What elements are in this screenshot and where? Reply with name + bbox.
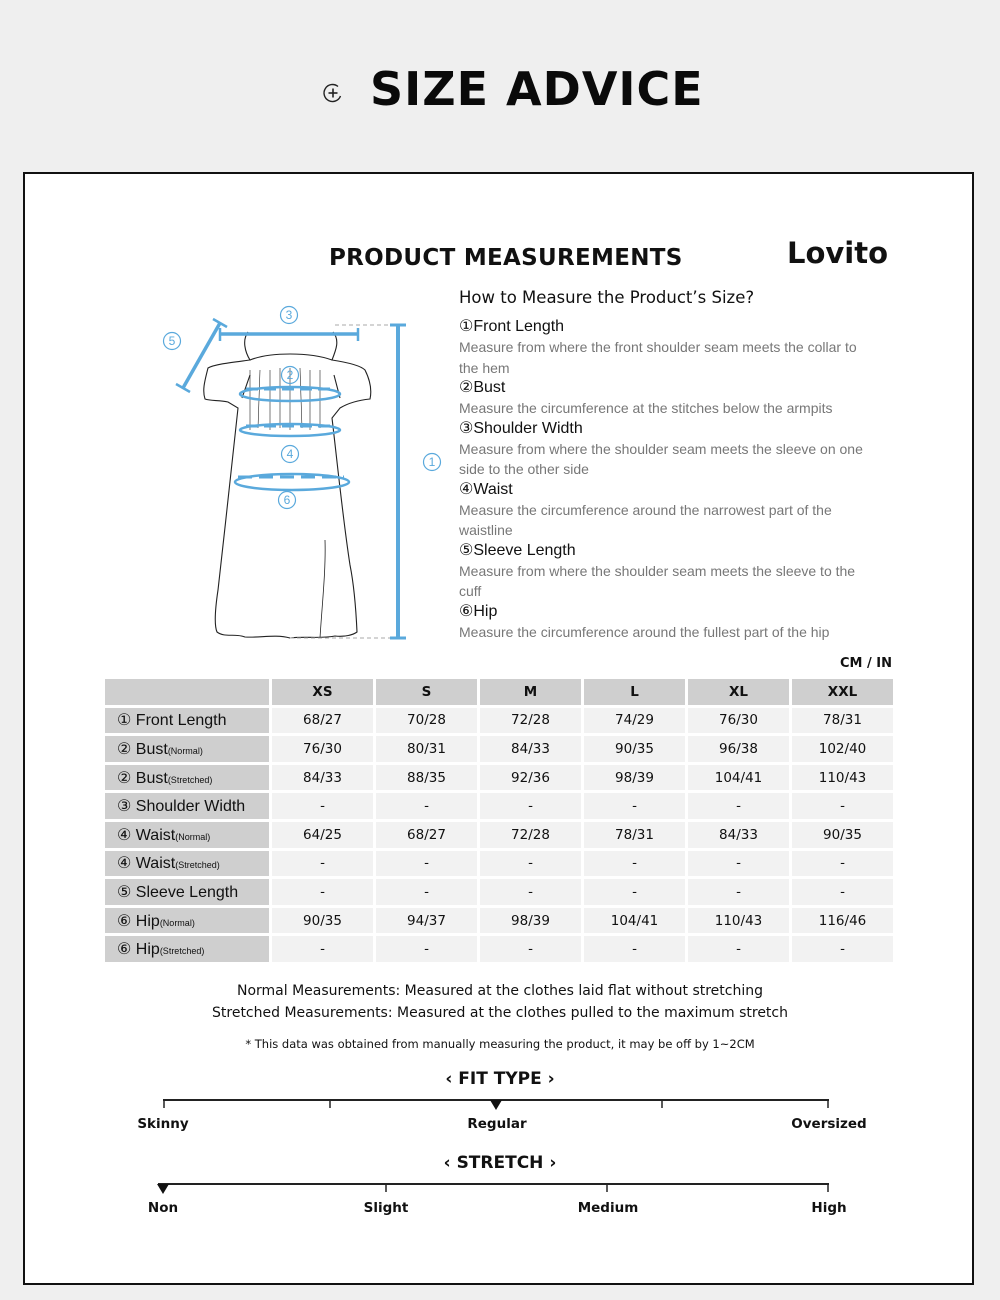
table-cell: 76/30 xyxy=(272,736,373,762)
guide-desc-bust: Measure the circumference at the stitches below the armpits xyxy=(459,400,833,416)
fit-type-marker-icon xyxy=(490,1100,502,1110)
row-number: ① xyxy=(117,712,132,730)
table-cell: 84/33 xyxy=(272,765,373,791)
fit-label-regular: Regular xyxy=(467,1116,527,1132)
guide-heading-waist: ④Waist xyxy=(459,480,513,498)
table-row xyxy=(105,736,893,762)
row-number: ④ xyxy=(117,855,132,873)
guide-desc-sleeve: Measure from where the shoulder seam meets the sleeve to the cuff xyxy=(459,562,856,599)
table-cell: - xyxy=(688,936,789,962)
table-cell: 64/25 xyxy=(272,822,373,848)
table-cell: 84/33 xyxy=(480,736,581,762)
guide-heading-bust: ②Bust xyxy=(459,379,506,396)
measurement-guide xyxy=(459,317,869,642)
table-cell: - xyxy=(480,793,581,819)
table-cell: - xyxy=(376,879,477,905)
row-name: Waist xyxy=(135,826,176,844)
table-cell: - xyxy=(272,879,373,905)
table-cell: - xyxy=(376,851,477,877)
row-label xyxy=(105,879,269,905)
table-cell: - xyxy=(792,793,893,819)
size-header: S xyxy=(376,679,477,705)
svg-text:3: 3 xyxy=(285,308,293,322)
table-cell: 104/41 xyxy=(584,908,685,934)
size-header: XL xyxy=(688,679,789,705)
brand-logo: Lovito xyxy=(787,236,889,270)
table-cell: 74/29 xyxy=(584,708,685,734)
table-row xyxy=(105,765,893,791)
row-number: ⑤ xyxy=(117,883,132,901)
table-cell: - xyxy=(272,936,373,962)
table-cell: - xyxy=(792,879,893,905)
size-table xyxy=(102,676,896,965)
row-name: Waist xyxy=(135,855,176,873)
table-cell: - xyxy=(480,879,581,905)
fit-label-oversized: Oversized xyxy=(791,1116,867,1132)
row-name: Shoulder Width xyxy=(135,798,246,816)
fit-type-title: ‹ FIT TYPE › xyxy=(445,1069,555,1089)
svg-text:6: 6 xyxy=(283,493,291,507)
row-label xyxy=(105,736,269,762)
table-row xyxy=(105,793,893,819)
table-cell: - xyxy=(376,793,477,819)
row-label xyxy=(105,765,269,791)
table-cell: 68/27 xyxy=(376,822,477,848)
table-cell: 110/43 xyxy=(792,765,893,791)
table-row xyxy=(105,908,893,934)
row-qualifier: (Normal) xyxy=(175,831,211,842)
table-cell: 94/37 xyxy=(376,908,477,934)
circle-plus-icon xyxy=(322,82,342,102)
guide-desc-hip: Measure the circumference around the fullest part of the hip xyxy=(459,623,830,640)
table-cell: 90/35 xyxy=(584,736,685,762)
table-cell: - xyxy=(792,851,893,877)
table-header-row xyxy=(105,679,893,705)
row-number: ⑥ xyxy=(117,912,132,930)
table-cell: 76/30 xyxy=(688,708,789,734)
row-qualifier: (Stretched) xyxy=(167,774,213,785)
row-qualifier: (Normal) xyxy=(159,917,195,928)
row-name: Hip xyxy=(135,941,160,959)
row-qualifier: (Stretched) xyxy=(159,946,205,957)
table-cell: 88/35 xyxy=(376,765,477,791)
table-cell: - xyxy=(584,793,685,819)
table-row xyxy=(105,851,893,877)
fit-label-skinny: Skinny xyxy=(137,1116,189,1132)
size-header: M xyxy=(480,679,581,705)
row-number: ④ xyxy=(117,826,132,844)
table-cell: 98/39 xyxy=(584,765,685,791)
banner-title: SIZE ADVICE xyxy=(370,62,704,116)
note-disclaimer: * This data was obtained from manually measuring the product, it may be off by 1~2CM xyxy=(245,1037,755,1051)
table-cell: 70/28 xyxy=(376,708,477,734)
table-row xyxy=(105,708,893,734)
note-normal: Normal Measurements: Measured at the clothes laid flat without stretching xyxy=(237,983,763,999)
table-cell: - xyxy=(480,936,581,962)
stretch-label-non: Non xyxy=(147,1200,179,1216)
table-cell: 78/31 xyxy=(584,822,685,848)
stretch-label-medium: Medium xyxy=(577,1200,639,1216)
stretch-label-high: High xyxy=(811,1200,847,1216)
row-label xyxy=(105,793,269,819)
svg-text:1: 1 xyxy=(428,455,436,469)
table-cell: - xyxy=(272,793,373,819)
table-cell: - xyxy=(688,793,789,819)
table-cell: 104/41 xyxy=(688,765,789,791)
table-cell: 90/35 xyxy=(792,822,893,848)
section-title: PRODUCT MEASUREMENTS xyxy=(329,245,683,271)
table-corner xyxy=(105,679,269,705)
table-cell: 72/28 xyxy=(480,708,581,734)
table-row xyxy=(105,879,893,905)
row-name: Bust xyxy=(135,769,168,787)
row-number: ③ xyxy=(117,798,132,816)
fit-type-scale xyxy=(163,1099,829,1109)
svg-text:5: 5 xyxy=(168,334,176,348)
table-cell: - xyxy=(792,936,893,962)
table-cell: 80/31 xyxy=(376,736,477,762)
row-name: Sleeve Length xyxy=(135,883,239,901)
guide-desc-front-length: Measure from where the front shoulder seam meets the collar to the hem xyxy=(459,339,857,376)
stretch-scale xyxy=(163,1183,829,1193)
table-cell: - xyxy=(688,851,789,877)
table-cell: 98/39 xyxy=(480,908,581,934)
table-row xyxy=(105,822,893,848)
svg-text:4: 4 xyxy=(286,447,294,461)
table-cell: - xyxy=(688,879,789,905)
row-qualifier: (Stretched) xyxy=(175,860,220,871)
row-name: Front Length xyxy=(135,712,227,730)
table-cell: 90/35 xyxy=(272,908,373,934)
svg-text:2: 2 xyxy=(286,368,294,382)
table-cell: - xyxy=(480,851,581,877)
row-label xyxy=(105,908,269,934)
dress-illustration xyxy=(150,300,450,645)
table-cell: 92/36 xyxy=(480,765,581,791)
guide-title: How to Measure the Product’s Size? xyxy=(459,288,755,307)
table-cell: - xyxy=(584,879,685,905)
guide-heading-shoulder: ③Shoulder Width xyxy=(459,419,583,437)
row-label xyxy=(105,936,269,962)
guide-desc-waist: Measure the circumference around the narrowest part of the waistline xyxy=(459,501,832,538)
row-label xyxy=(105,822,269,848)
table-cell: - xyxy=(584,936,685,962)
guide-heading-sleeve: ⑤Sleeve Length xyxy=(459,541,576,559)
row-number: ② xyxy=(117,769,132,787)
table-cell: 78/31 xyxy=(792,708,893,734)
note-stretched: Stretched Measurements: Measured at the clothes pulled to the maximum stretch xyxy=(212,1005,788,1021)
row-name: Hip xyxy=(135,912,160,930)
row-name: Bust xyxy=(135,740,168,758)
table-cell: 72/28 xyxy=(480,822,581,848)
table-cell: - xyxy=(584,851,685,877)
size-header: XXL xyxy=(792,679,893,705)
row-number: ② xyxy=(117,740,132,758)
table-cell: 102/40 xyxy=(792,736,893,762)
table-cell: 110/43 xyxy=(688,908,789,934)
row-number: ⑥ xyxy=(117,941,132,959)
table-cell: 96/38 xyxy=(688,736,789,762)
guide-heading-hip: ⑥Hip xyxy=(459,602,498,620)
row-label xyxy=(105,851,269,877)
unit-label: CM / IN xyxy=(840,656,892,671)
guide-heading-front-length: ①Front Length xyxy=(459,318,565,335)
row-label xyxy=(105,708,269,734)
table-cell: 116/46 xyxy=(792,908,893,934)
table-cell: - xyxy=(272,851,373,877)
stretch-title: ‹ STRETCH › xyxy=(443,1153,557,1173)
guide-desc-shoulder: Measure from where the shoulder seam meets the sleeve on one side to the other side xyxy=(459,440,863,477)
table-cell: 84/33 xyxy=(688,822,789,848)
size-header: L xyxy=(584,679,685,705)
stretch-label-slight: Slight xyxy=(363,1200,409,1216)
size-header: XS xyxy=(272,679,373,705)
table-row xyxy=(105,936,893,962)
row-qualifier: (Normal) xyxy=(167,745,203,756)
table-cell: - xyxy=(376,936,477,962)
table-cell: 68/27 xyxy=(272,708,373,734)
